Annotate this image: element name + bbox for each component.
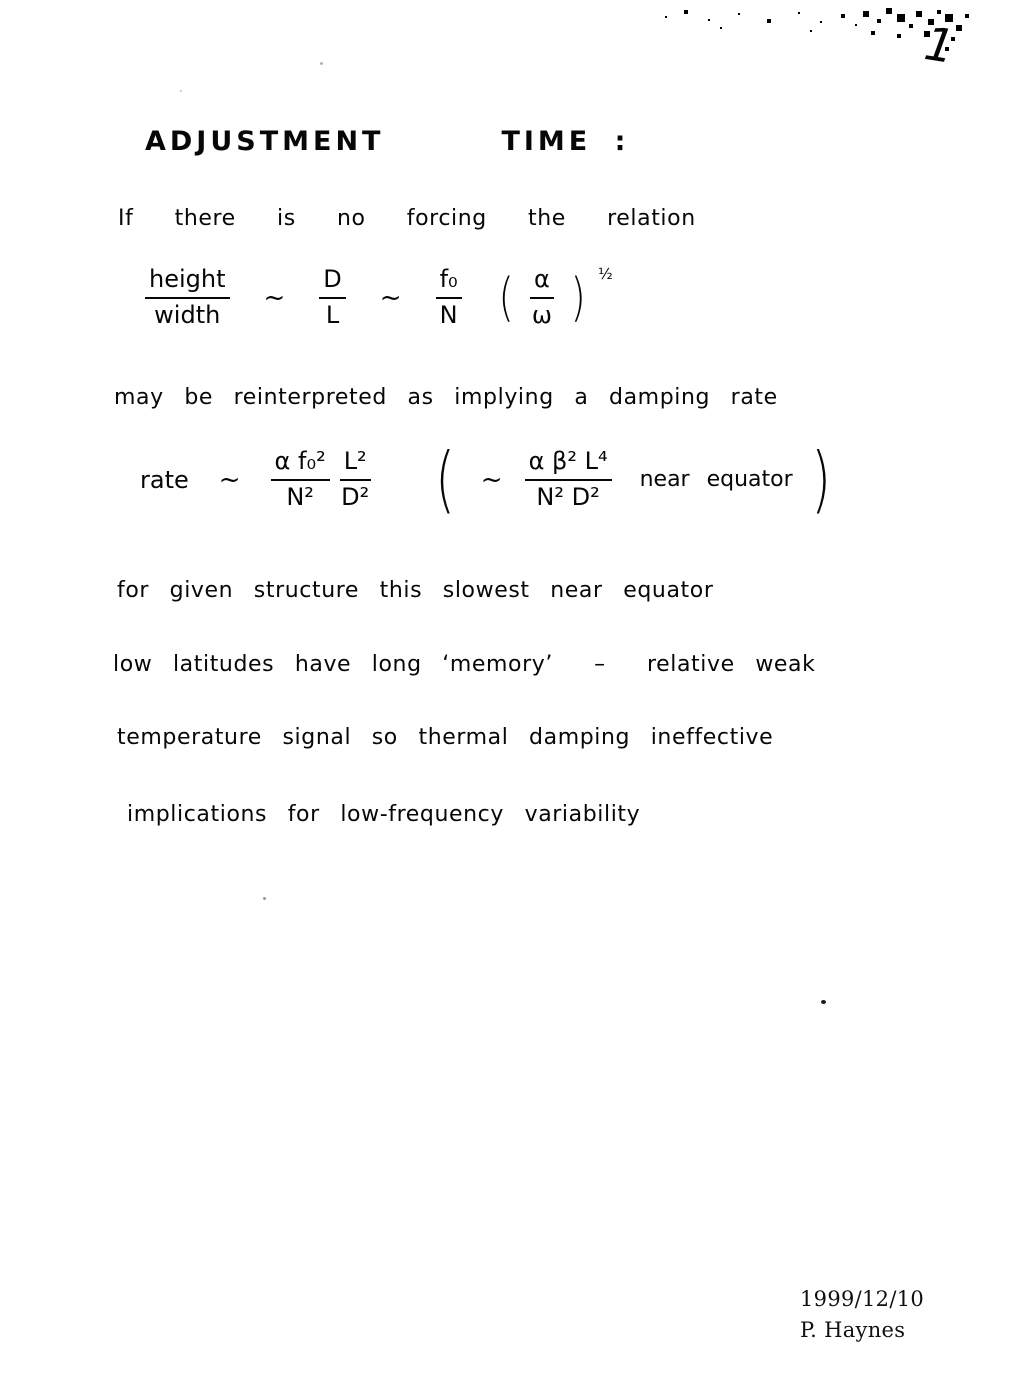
fraction-denominator: N² D² — [536, 482, 600, 511]
fraction-numerator: α β² L⁴ — [525, 448, 612, 481]
formula-aspect-ratio — [145, 266, 613, 329]
open-paren: ( — [434, 436, 455, 521]
fraction-alpha-f0sq-Nsq — [271, 448, 330, 511]
scan-speck — [821, 1000, 826, 1004]
tilde-symbol: ~ — [379, 282, 402, 313]
scan-speck — [320, 62, 323, 65]
close-paren: ) — [570, 267, 586, 328]
line-temperature: temperature signal so thermal damping ineffective — [117, 725, 774, 750]
fraction-denominator: L — [325, 300, 340, 329]
near-equator-note: near equator — [639, 467, 793, 493]
open-paren: ( — [498, 267, 514, 328]
fraction-numerator: D — [319, 266, 345, 299]
fraction-denominator: width — [154, 300, 221, 329]
fraction-denominator: N — [439, 300, 458, 329]
fraction-denominator: N² — [286, 482, 314, 511]
formula-damping-rate — [140, 436, 835, 521]
line-intro: If there is no forcing the relation — [118, 206, 696, 231]
footer-date: 1999/12/10 — [800, 1287, 925, 1311]
tilde-symbol: ~ — [263, 282, 286, 313]
fraction-f0-N — [436, 266, 462, 329]
fraction-alpha-beta-L4 — [525, 448, 612, 511]
fraction-height-width — [145, 266, 230, 329]
fraction-numerator: f₀ — [436, 266, 462, 299]
paren-alpha-omega-group — [496, 266, 613, 329]
scan-noise — [660, 8, 662, 10]
rate-fraction-pair — [271, 448, 371, 511]
line-memory: low latitudes have long ‘memory’ – relative weak — [113, 652, 816, 677]
page-number: 1 — [920, 16, 959, 74]
line-reinterpret: may be reinterpreted as implying a damping rate — [114, 385, 778, 410]
page-title: ADJUSTMENT TIME : — [145, 126, 630, 157]
tilde-symbol: ~ — [480, 464, 503, 495]
line-structure: for given structure this slowest near equator — [117, 578, 714, 603]
fraction-numerator: α f₀² — [271, 448, 330, 481]
fraction-Lsq-Dsq — [340, 448, 371, 511]
line-implications: implications for low-frequency variability — [127, 802, 641, 827]
fraction-alpha-omega — [530, 266, 554, 329]
close-paren: ) — [810, 436, 831, 521]
exponent-half: ½ — [598, 264, 613, 283]
fraction-numerator: height — [145, 266, 230, 299]
equator-paren-group — [431, 436, 835, 521]
footer-author: P. Haynes — [800, 1318, 906, 1342]
fraction-numerator: L² — [340, 448, 371, 481]
fraction-numerator: α — [530, 266, 554, 299]
rate-label: rate — [140, 465, 189, 494]
tilde-symbol: ~ — [218, 464, 241, 495]
fraction-denominator: ω — [531, 300, 552, 329]
fraction-denominator: D² — [341, 482, 370, 511]
fraction-D-L — [319, 266, 345, 329]
scan-speck — [180, 90, 182, 92]
scan-speck — [263, 897, 266, 900]
